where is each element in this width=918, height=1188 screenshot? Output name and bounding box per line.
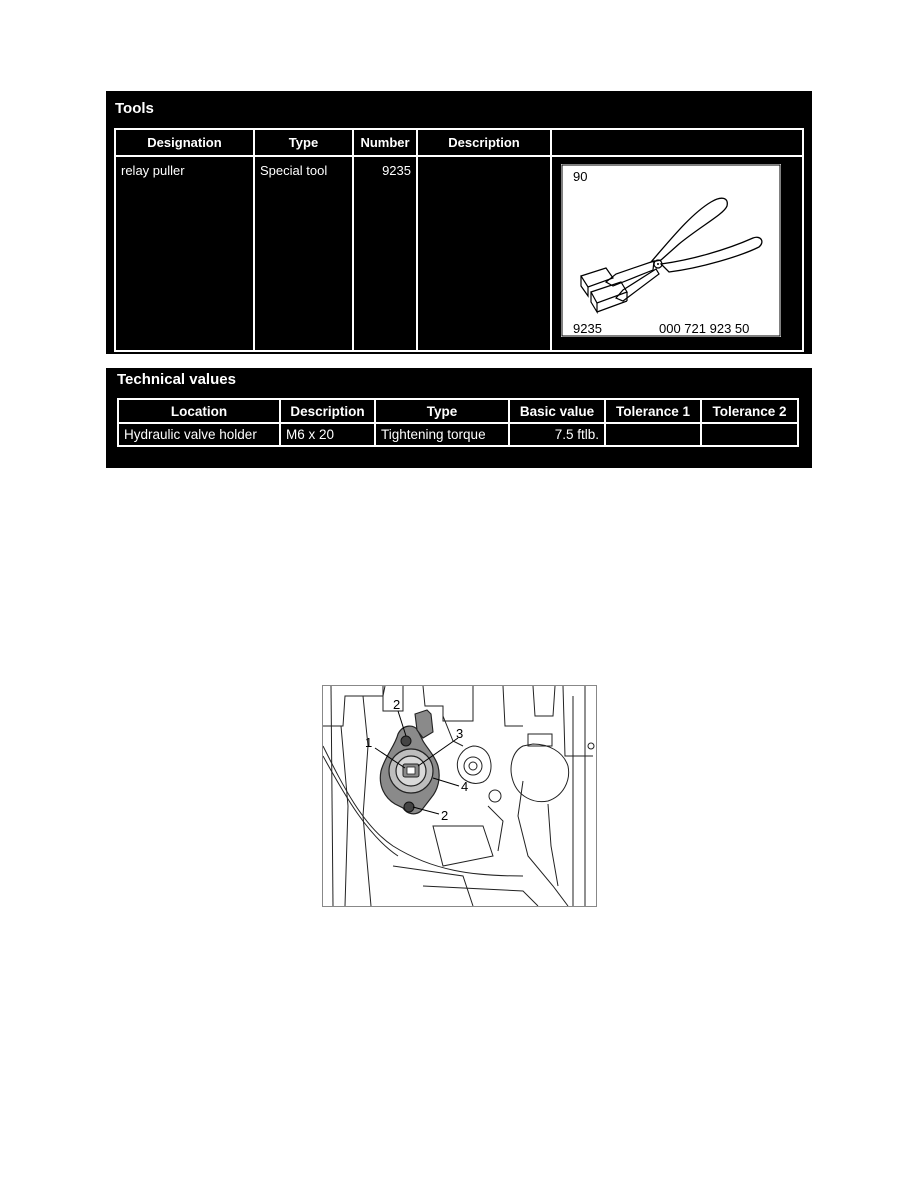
callout-1: 1 [365, 735, 373, 750]
technical-values-header-row [118, 399, 798, 423]
header-location: Location [118, 399, 280, 423]
relay-puller-illustration [561, 164, 781, 337]
tools-title: Tools [115, 100, 154, 117]
header-designation: Designation [115, 129, 254, 156]
cell-type: Tightening torque [375, 423, 509, 446]
header-tolerance-2: Tolerance 2 [701, 399, 798, 423]
header-number: Number [353, 129, 417, 156]
callout-3: 3 [456, 726, 464, 741]
tools-table [114, 128, 804, 352]
tools-panel [106, 91, 812, 354]
header-tolerance-1: Tolerance 1 [605, 399, 701, 423]
tool-image-number-label: 9235 [573, 321, 602, 336]
header-basic-value: Basic value [509, 399, 605, 423]
header-type: Type [254, 129, 353, 156]
cell-description: M6 x 20 [280, 423, 375, 446]
cell-tolerance-2 [701, 423, 798, 446]
callout-2-top: 2 [393, 697, 401, 712]
callout-4: 4 [461, 779, 469, 794]
tool-image-top-label: 90 [573, 169, 588, 184]
cell-basic-value: 7.5 ftlb. [509, 423, 605, 446]
cell-location: Hydraulic valve holder [118, 423, 280, 446]
tools-header-row [115, 129, 803, 156]
callout-2-bottom: 2 [441, 808, 449, 823]
table-row [115, 156, 803, 351]
cell-tolerance-1 [605, 423, 701, 446]
cell-description [417, 156, 551, 351]
cell-type: Special tool [254, 156, 353, 351]
hydraulic-valve-diagram [322, 685, 597, 907]
technical-values-title: Technical values [117, 371, 236, 388]
cell-image [551, 156, 803, 351]
header-description: Description [280, 399, 375, 423]
header-image [551, 129, 803, 156]
table-row [118, 423, 798, 446]
header-description: Description [417, 129, 551, 156]
cell-number: 9235 [353, 156, 417, 351]
tool-image-part-number: 000 721 923 50 [659, 321, 750, 336]
technical-values-table [117, 398, 799, 447]
technical-values-panel [106, 368, 812, 468]
header-type: Type [375, 399, 509, 423]
cell-designation: relay puller [115, 156, 254, 351]
